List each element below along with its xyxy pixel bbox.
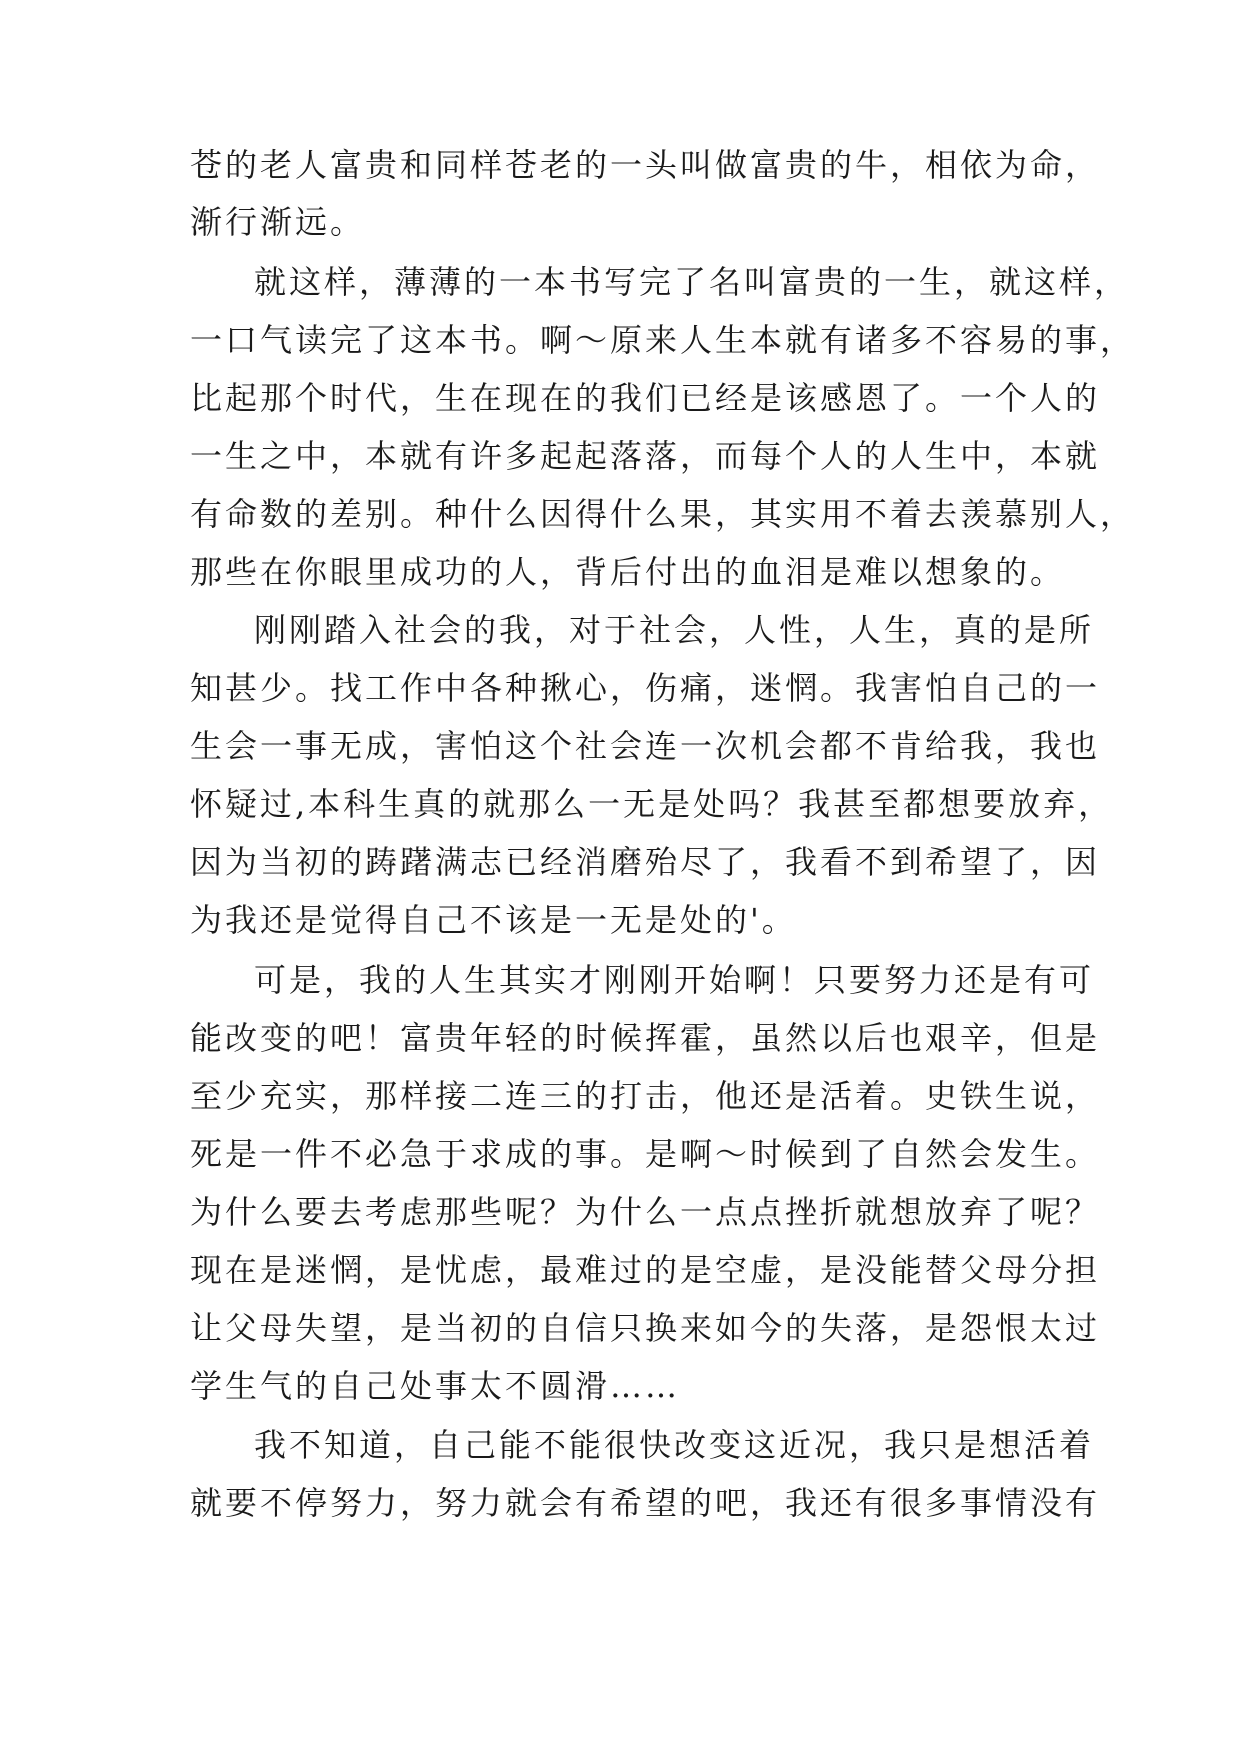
paragraph-start-line: 就这样，薄薄的一本书写完了名叫富贵的一生，就这样， [254, 263, 1130, 301]
text-line: 能改变的吧！富贵年轻的时候挥霍，虽然以后也艰辛，但是 [190, 1019, 1101, 1057]
paragraph-start-line: 可是，我的人生其实才刚刚开始啊！只要努力还是有可 [254, 961, 1095, 999]
text-line: 至少充实，那样接二连三的打击，他还是活着。史铁生说， [190, 1077, 1101, 1115]
text-line: 现在是迷惘，是忧虑，最难过的是空虚，是没能替父母分担 [190, 1251, 1101, 1289]
text-line: 知甚少。找工作中各种揪心，伤痛，迷惘。我害怕自己的一 [190, 669, 1101, 707]
text-line: 让父母失望，是当初的自信只换来如今的失落，是怨恨太过 [190, 1309, 1101, 1347]
text-line: 怀疑过,本科生真的就那么一无是处吗？我甚至都想要放弃， [190, 785, 1114, 823]
text-line: 渐行渐远。 [190, 203, 366, 241]
text-line: 一口气读完了这本书。啊～原来人生本就有诸多不容易的事， [190, 321, 1136, 359]
text-line: 有命数的差别。种什么因得什么果，其实用不着去羡慕别人， [190, 495, 1136, 533]
text-line: 一生之中，本就有许多起起落落，而每个人的人生中，本就 [190, 437, 1101, 475]
text-line: 因为当初的踌躇满志已经消磨殆尽了，我看不到希望了，因 [190, 843, 1101, 881]
text-line: 生会一事无成，害怕这个社会连一次机会都不肯给我，我也 [190, 727, 1101, 765]
text-line: 为什么要去考虑那些呢？为什么一点点挫折就想放弃了呢？ [190, 1193, 1101, 1231]
text-line: 那些在你眼里成功的人，背后付出的血泪是难以想象的。 [190, 553, 1066, 591]
text-line: 为我还是觉得自己不该是一无是处的'。 [190, 901, 797, 939]
text-line: 苍的老人富贵和同样苍老的一头叫做富贵的牛，相依为命， [190, 146, 1101, 184]
paragraph-start-line: 刚刚踏入社会的我，对于社会，人性，人生，真的是所 [254, 611, 1095, 649]
text-line: 死是一件不必急于求成的事。是啊～时候到了自然会发生。 [190, 1135, 1101, 1173]
paragraph-start-line: 我不知道，自己能不能很快改变这近况，我只是想活着 [254, 1426, 1095, 1464]
text-line: 学生气的自己处事太不圆滑…… [190, 1367, 681, 1405]
text-line: 就要不停努力，努力就会有希望的吧，我还有很多事情没有 [190, 1484, 1101, 1522]
text-line: 比起那个时代，生在现在的我们已经是该感恩了。一个人的 [190, 379, 1101, 417]
